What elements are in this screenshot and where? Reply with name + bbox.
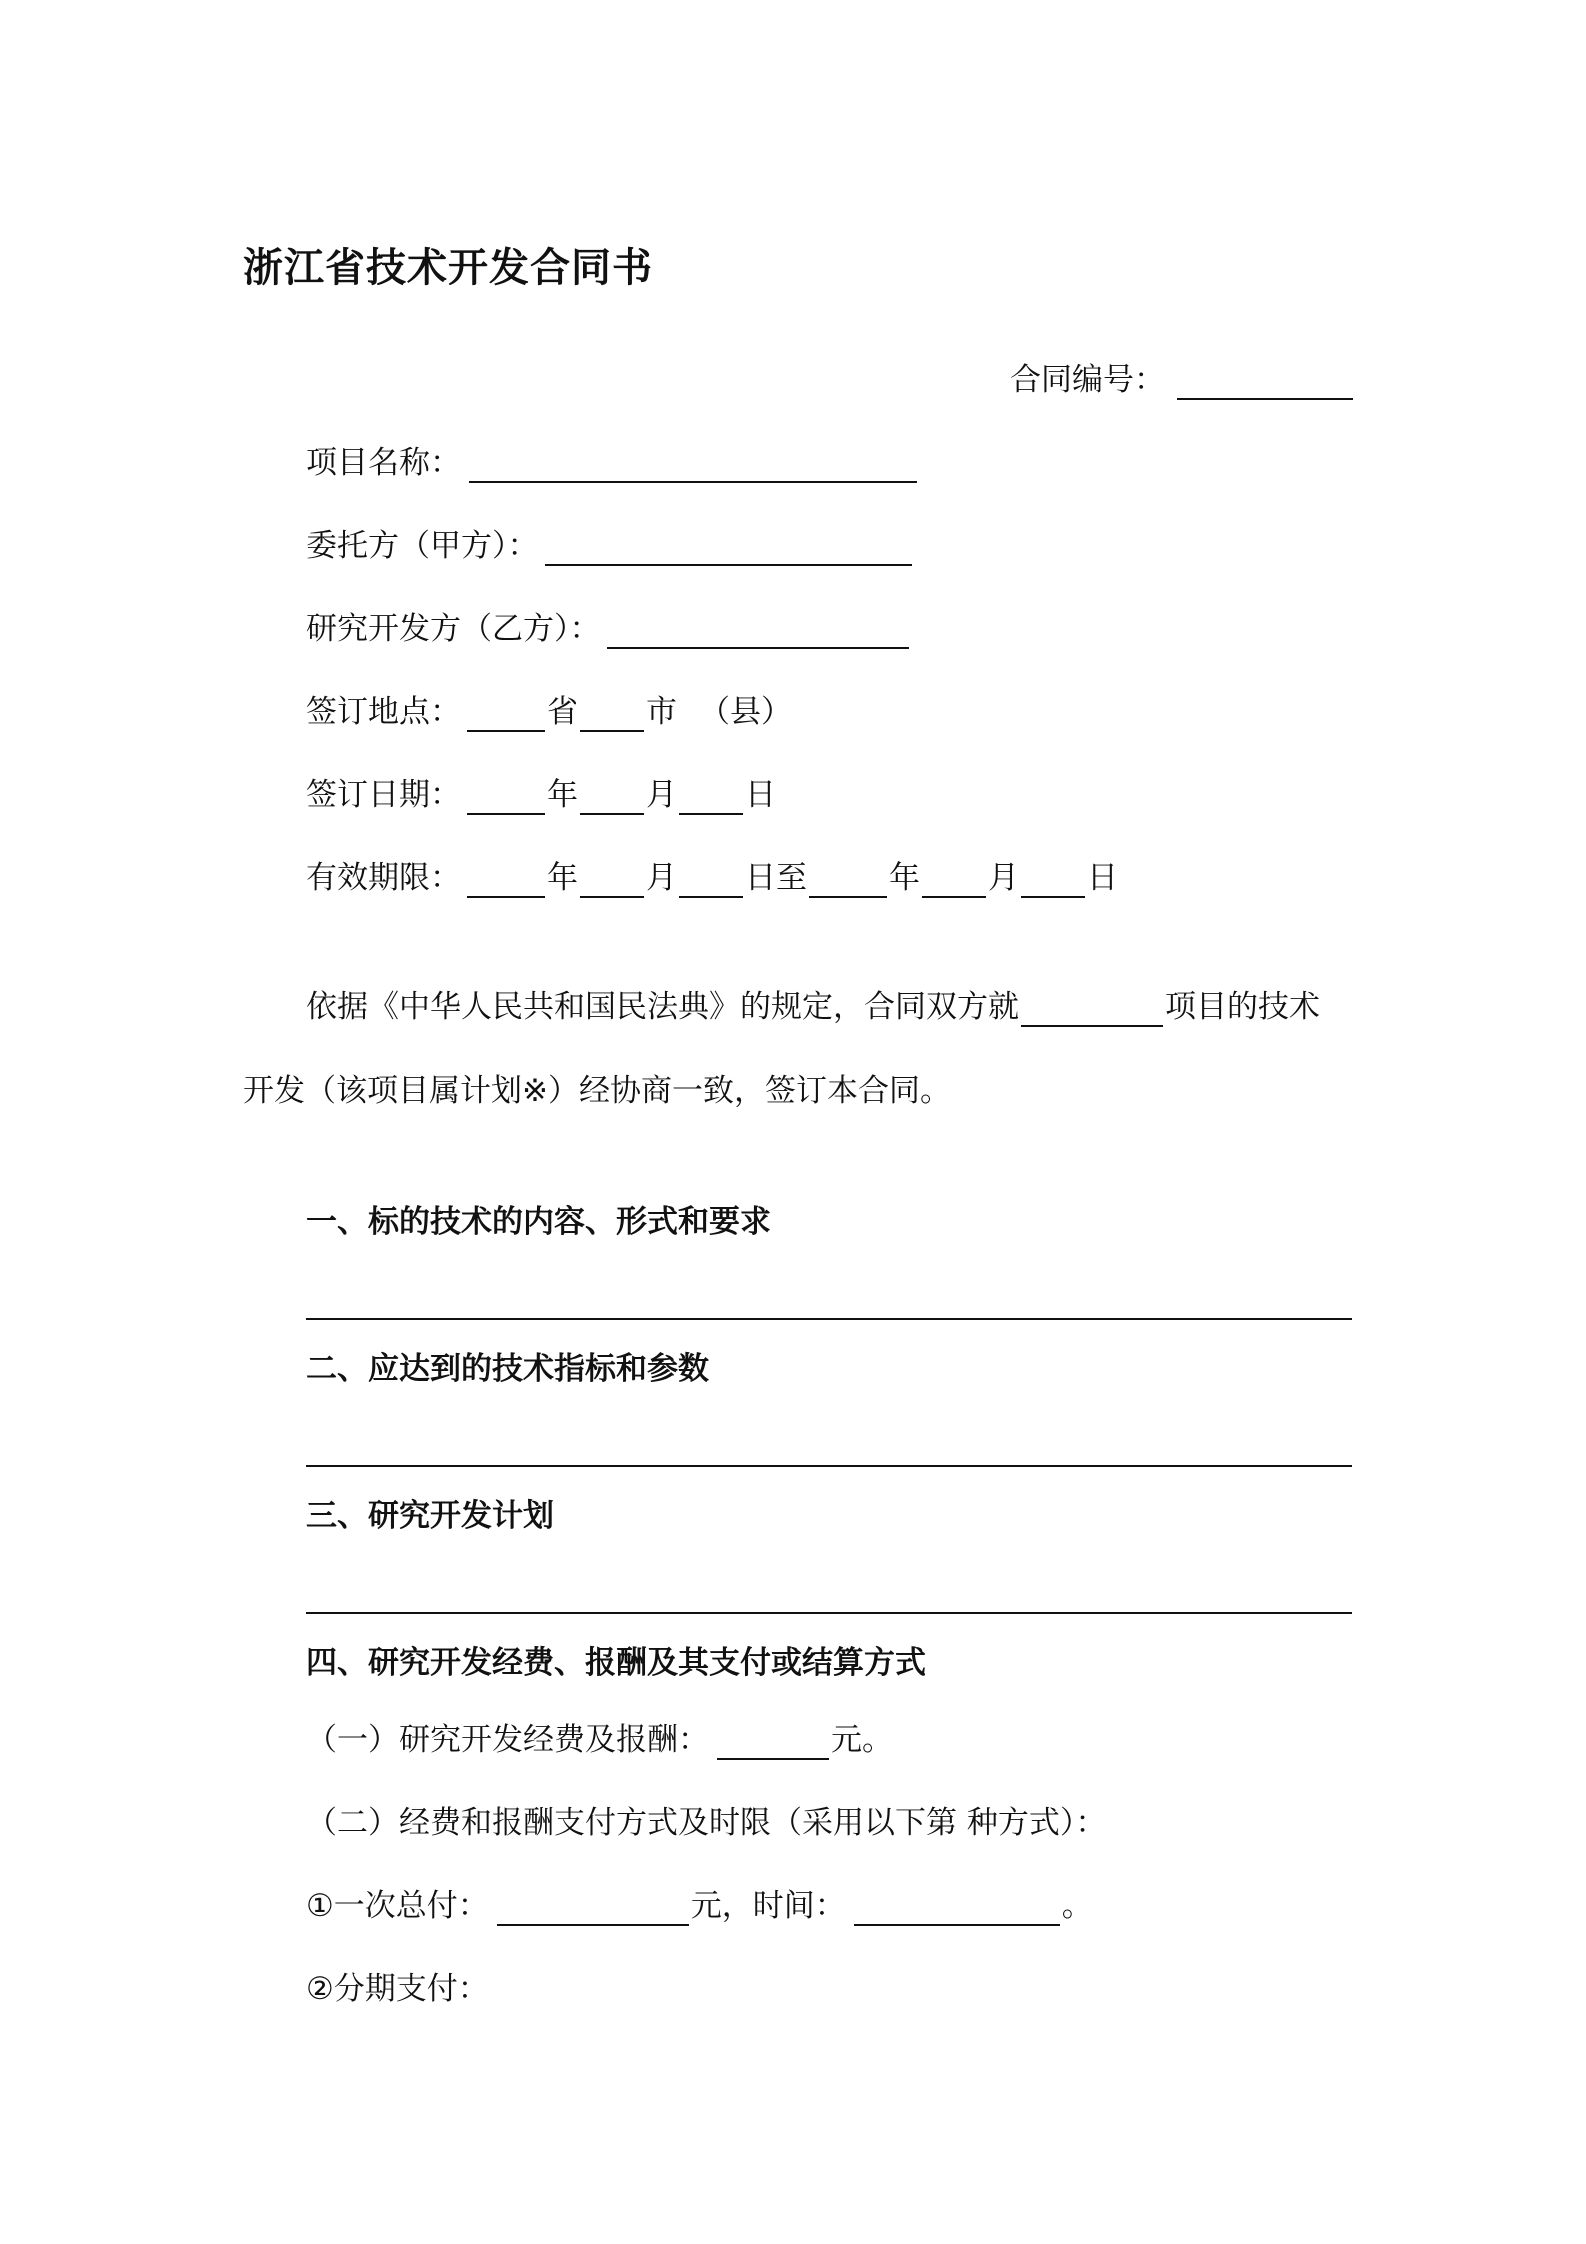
validity-day-to-label: 日至 xyxy=(745,860,807,896)
fee-blank[interactable] xyxy=(717,1722,829,1760)
validity-end-day-label: 日 xyxy=(1087,860,1118,896)
date-day-label: 日 xyxy=(745,777,776,813)
date-row xyxy=(306,775,776,815)
validity-end-month-label: 月 xyxy=(988,860,1019,896)
location-label: 签订地点： xyxy=(306,694,461,730)
intro-line-1 xyxy=(306,987,1320,1027)
contract-number-label: 合同编号： xyxy=(1010,362,1165,398)
fee-unit: 元。 xyxy=(831,1722,893,1758)
lump-sum-time-blank[interactable] xyxy=(854,1888,1060,1926)
validity-start-year-label: 年 xyxy=(547,860,578,896)
fee-row xyxy=(306,1720,893,1760)
date-month-label: 月 xyxy=(646,777,677,813)
payment-method-row xyxy=(306,1803,1106,1843)
section-heading-3: 三、研究开发计划 xyxy=(306,1498,554,1534)
section-2-blank-line[interactable] xyxy=(306,1465,1352,1467)
province-blank[interactable] xyxy=(467,694,545,732)
validity-start-month-blank[interactable] xyxy=(580,860,644,898)
intro-text-after: 项目的技术 xyxy=(1165,989,1320,1025)
intro-line-2 xyxy=(243,1071,951,1111)
contract-number-row xyxy=(1010,360,1355,400)
project-name-label: 项目名称： xyxy=(306,445,461,481)
section-3-blank-line[interactable] xyxy=(306,1612,1352,1614)
developer-row xyxy=(306,609,911,649)
validity-end-year-blank[interactable] xyxy=(809,860,887,898)
project-name-blank[interactable] xyxy=(469,445,917,483)
validity-start-month-label: 月 xyxy=(646,860,677,896)
validity-end-year-label: 年 xyxy=(889,860,920,896)
intro-project-blank[interactable] xyxy=(1021,989,1163,1027)
client-label: 委托方（甲方）： xyxy=(306,528,539,564)
document-title: 浙江省技术开发合同书 xyxy=(243,245,653,291)
project-name-row xyxy=(306,443,919,483)
section-heading-1: 一、标的技术的内容、形式和要求 xyxy=(306,1204,771,1240)
section-1-blank-line[interactable] xyxy=(306,1318,1352,1320)
location-row xyxy=(306,692,792,732)
date-day-blank[interactable] xyxy=(679,777,743,815)
validity-start-day-blank[interactable] xyxy=(679,860,743,898)
city-blank[interactable] xyxy=(580,694,644,732)
county-label: （县） xyxy=(699,694,792,730)
payment-method-label: （二）经费和报酬支付方式及时限（采用以下第 种方式）： xyxy=(306,1805,1107,1841)
intro-text-before: 依据《中华人民共和国民法典》的规定，合同双方就 xyxy=(306,989,1019,1025)
city-label: 市 xyxy=(646,694,677,730)
installment-label: ②分期支付： xyxy=(306,1971,489,2007)
lump-sum-end: 。 xyxy=(1061,1888,1093,1924)
validity-row xyxy=(306,858,1118,898)
date-label: 签订日期： xyxy=(306,777,461,813)
developer-label: 研究开发方（乙方）： xyxy=(306,611,601,647)
client-blank[interactable] xyxy=(545,528,912,566)
fee-label: （一）研究开发经费及报酬： xyxy=(306,1722,709,1758)
lump-sum-row xyxy=(306,1886,1093,1926)
date-month-blank[interactable] xyxy=(580,777,644,815)
developer-blank[interactable] xyxy=(607,611,909,649)
client-row xyxy=(306,526,914,566)
installment-row xyxy=(306,1969,489,2009)
intro-text-line-2: 开发（该项目属计划※）经协商一致，签订本合同。 xyxy=(243,1073,951,1109)
date-year-label: 年 xyxy=(547,777,578,813)
validity-end-month-blank[interactable] xyxy=(922,860,986,898)
date-year-blank[interactable] xyxy=(467,777,545,815)
validity-start-year-blank[interactable] xyxy=(467,860,545,898)
lump-sum-unit: 元，时间： xyxy=(690,1888,846,1924)
lump-sum-label: ①一次总付： xyxy=(306,1888,489,1924)
province-label: 省 xyxy=(547,694,578,730)
section-heading-2: 二、应达到的技术指标和参数 xyxy=(306,1351,709,1387)
validity-label: 有效期限： xyxy=(306,860,461,896)
validity-end-day-blank[interactable] xyxy=(1021,860,1085,898)
contract-number-blank[interactable] xyxy=(1177,362,1353,400)
lump-sum-amount-blank[interactable] xyxy=(497,1888,689,1926)
section-heading-4: 四、研究开发经费、报酬及其支付或结算方式 xyxy=(306,1645,926,1681)
